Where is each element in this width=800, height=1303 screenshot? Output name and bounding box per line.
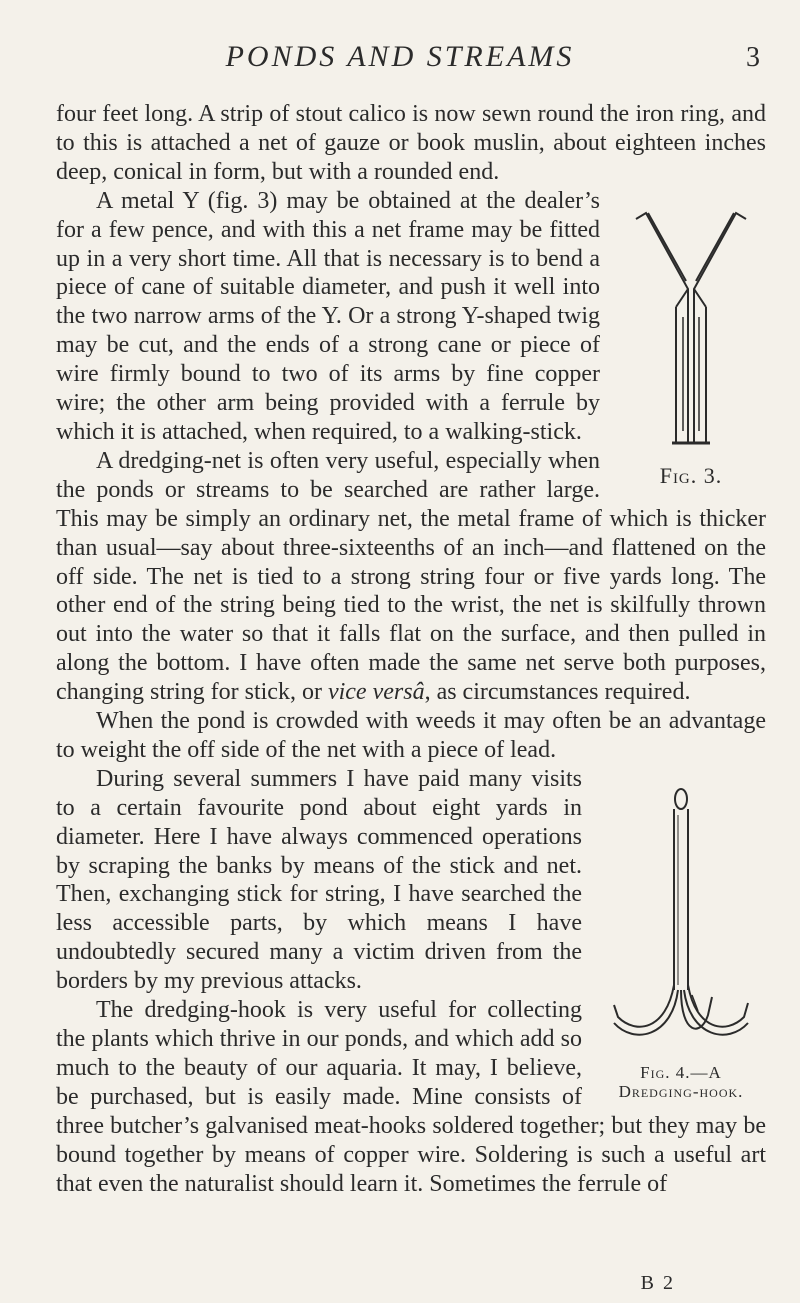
- paragraph-3-text: A dredging-net is often very useful, especially when the ponds or streams to be searched are rather large. This may be simply an ordinary net, the metal frame of which is thicker than usual—say about three-sixteenths of an inch—and flattened on the off side. The net is tied to a strong string four or five yards long. The other end of the string being tied to the wrist, the net is skilfully thrown out into the water so that it falls flat on the surface, and then pulled in along the bottom. I have often made the same net serve both purposes, changing string for stick, or: [56, 447, 766, 706]
- running-head: PONDS AND STREAMS: [225, 40, 575, 73]
- paragraph-3-end: , as circumstances required.: [424, 679, 691, 706]
- figure-4-caption-line1: Fig. 4.—A: [640, 1062, 722, 1082]
- paragraph-6: The dredging-hook is very useful for collecting the plants which thrive in our ponds, and which add so much to the beauty of our aquaria. It may, I believe, be purchased, but is easily made. Mine consists of three butcher’s galvanised meat-hooks soldered together; but they may be bound together by means of copper wire. Soldering is such a useful art that even the naturalist should learn it. Sometimes the ferrule of: [56, 997, 766, 1197]
- paragraph-1: four feet long. A strip of stout calico is now sewn round the iron ring, and to this is attached a net of gauze or book muslin, about eighteen inches deep, conical in form, but with a rounded end.: [56, 101, 766, 185]
- dredging-hook-illustration: [606, 785, 756, 1055]
- page-number: 3: [746, 42, 760, 73]
- paragraph-3-italic: vice versâ: [327, 679, 425, 706]
- paragraph-4: When the pond is crowded with weeds it may often be an advantage to weight the off side of the net with a piece of lead.: [56, 708, 766, 763]
- figure-4-caption-line2: Dredging-hook.: [618, 1081, 744, 1101]
- metal-y-illustration: [626, 207, 756, 457]
- paragraph-2: A metal Y (fig. 3) may be obtained at the dealer’s for a few pence, and with this a net frame may be fitted up in a very short time. All that is necessary is to bend a piece of cane of suitable diameter, and push it well into the two narrow arms of the Y. Or a strong Y-shaped twig may be cut, and the ends of a strong cane or piece of wire firmly bound to two of its arms by fine copper wire; the other arm being provided with a ferrule by which it is attached, when required, to a walking-stick.: [56, 187, 600, 445]
- page-header: [40, 40, 760, 80]
- body-text: [56, 100, 766, 1198]
- figure-4: [596, 785, 766, 1107]
- figure-3-caption: Fig. 3.: [659, 462, 723, 488]
- signature-mark: B 2: [640, 1272, 675, 1294]
- paragraph-5: During several summers I have paid many visits to a certain favourite pond about eight yards in diameter. Here I have always commenced operations by scraping the banks by means of the stick and net. Then, exchanging stick for string, I have searched the less accessible parts, by which means I have undoubtedly secured many a victim driven from the borders by my previous attacks.: [56, 765, 582, 995]
- figure-3: [616, 207, 766, 497]
